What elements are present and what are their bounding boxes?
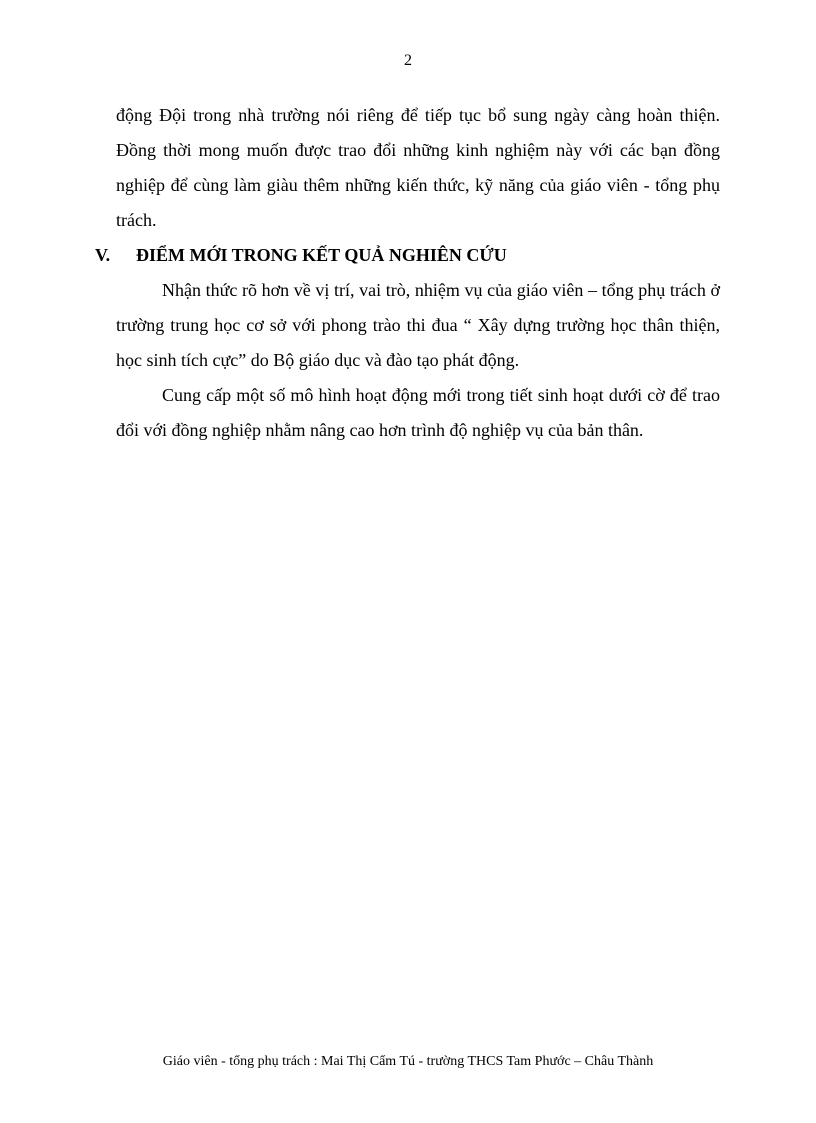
section-title: ĐIỂM MỚI TRONG KẾT QUẢ NGHIÊN CỨU <box>136 245 507 265</box>
page-footer: Giáo viên - tổng phụ trách : Mai Thị Cẩm Tú - trường THCS Tam Phước – Châu Thành <box>162 1054 654 1069</box>
page-number: 2 <box>404 52 412 69</box>
section-number: V. <box>95 245 111 265</box>
section-paragraph-1: Nhận thức rõ hơn về vị trí, vai trò, nhiệm vụ của giáo viên – tổng phụ trách ở trường trung học cơ sở với phong trào thi đua “ Xây dựng trường học thân thiện, học sinh tích cực” do Bộ giáo dục và đào tạo phát động. <box>116 280 720 370</box>
section-heading <box>95 238 720 273</box>
section-paragraph-2: Cung cấp một số mô hình hoạt động mới trong tiết sinh hoạt dưới cờ để trao đổi với đồng nghiệp nhằm nâng cao hơn trình độ nghiệp vụ của bản thân. <box>116 385 720 440</box>
intro-paragraph: động Đội trong nhà trường nói riêng để tiếp tục bổ sung ngày càng hoàn thiện. Đồng thời mong muốn được trao đổi những kinh nghiệm này với các bạn đồng nghiệp để cùng làm giàu thêm những kiến thức, kỹ năng của giáo viên - tổng phụ trách. <box>116 105 720 230</box>
page-content <box>95 98 720 448</box>
